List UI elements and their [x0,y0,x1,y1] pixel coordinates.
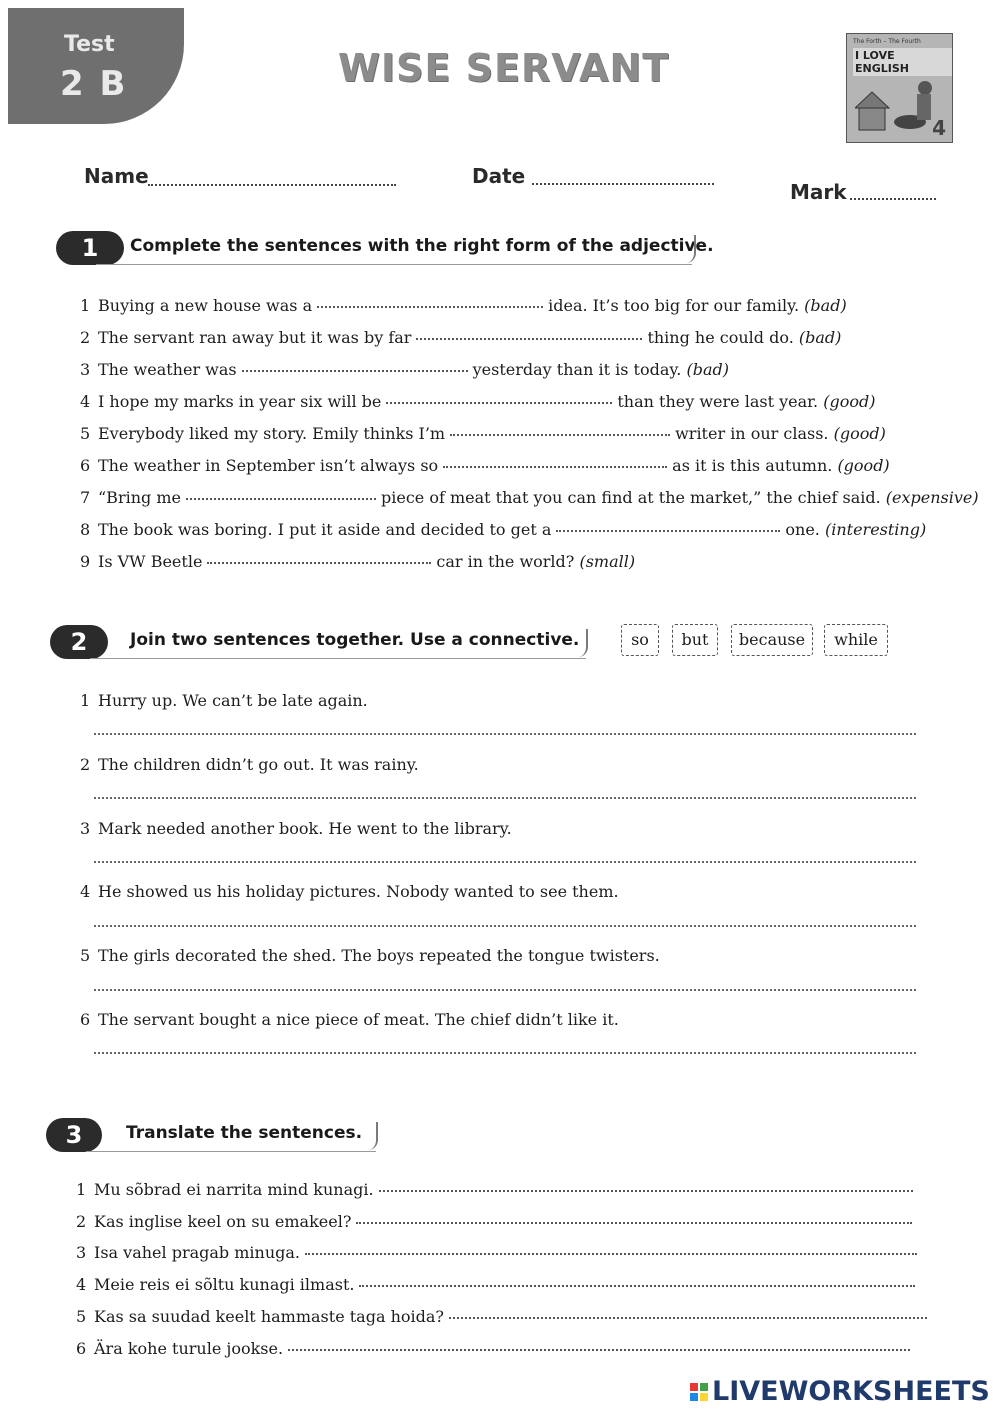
item-text-before: The servant ran away but it was by far [98,328,412,347]
s1-item [80,424,886,443]
item-number: 5 [80,424,91,443]
section-3-curve [368,1122,378,1150]
item-text-before: The weather in September isn’t always so [98,456,439,475]
item-number: 2 [76,1212,87,1231]
badge-test-label: Test [64,32,115,57]
s1-item [80,488,979,507]
answer-line[interactable] [94,989,916,991]
section-3-underline [86,1151,376,1152]
s2-item [80,882,619,901]
s2-item [80,691,368,710]
item-text-after: writer in our class. [675,424,829,443]
name-field[interactable] [148,184,396,186]
item-number: 3 [76,1243,87,1262]
answer-line[interactable] [94,1052,916,1054]
answer-line[interactable] [94,733,916,735]
badge-test-code: 2 B [60,64,128,104]
item-text-after: idea. It’s too big for our family. [548,296,800,315]
s2-item [80,1010,619,1029]
book-cover-image [846,33,953,143]
item-number: 1 [80,296,91,315]
connective-but: but [672,624,718,656]
connective-because: because [731,624,813,656]
section-3-title: Translate the sentences. [126,1123,363,1143]
item-text: Ära kohe turule jookse. [94,1339,284,1358]
item-text: Isa vahel pragab minuga. [94,1243,301,1262]
item-number: 6 [80,456,91,475]
s1-item [80,328,841,347]
translation-blank[interactable] [379,1190,913,1192]
item-number: 5 [76,1307,87,1326]
item-text-before: “Bring me [98,488,181,507]
item-text: Mu sõbrad ei narrita mind kunagi. [94,1180,374,1199]
item-text: The children didn’t go out. It was rainy. [98,755,419,774]
s1-item [80,520,926,539]
section-1-number: 1 [56,231,124,265]
logo-square-red [690,1383,698,1391]
s1-item [80,392,875,411]
item-text: The servant bought a nice piece of meat. The chief didn’t like it. [98,1010,619,1029]
logo-square-yellow [700,1393,708,1401]
translation-blank[interactable] [288,1349,910,1351]
s3-item [76,1212,917,1231]
item-number: 4 [76,1275,87,1294]
answer-blank[interactable] [450,434,670,436]
s3-item [76,1275,920,1294]
s2-item [80,819,512,838]
item-number: 6 [80,1010,91,1029]
s2-item [80,946,660,965]
answer-blank[interactable] [207,562,431,564]
answer-blank[interactable] [386,402,612,404]
s1-item [80,552,635,571]
translation-blank[interactable] [356,1222,912,1224]
item-number: 4 [80,882,91,901]
logo-square-blue [690,1393,698,1401]
item-text-after: yesterday than it is today. [472,360,682,379]
s1-item [80,456,890,475]
logo-text: LIVEWORKSHEETS [712,1376,990,1407]
item-text-before: Everybody liked my story. Emily thinks I’m [98,424,446,443]
item-text: He showed us his holiday pictures. Nobody wanted to see them. [98,882,619,901]
item-hint: (interesting) [824,520,927,539]
item-text: Hurry up. We can’t be late again. [98,691,368,710]
book-cover-subtitle: The Forth – The Fourth [853,38,921,45]
item-hint: (bad) [686,360,729,379]
item-number: 2 [80,328,91,347]
section-1-underline [96,264,692,265]
answer-blank[interactable] [416,338,642,340]
connective-while: while [824,624,888,656]
logo-square-green [700,1383,708,1391]
item-number: 1 [76,1180,87,1199]
item-text-after: thing he could do. [647,328,794,347]
date-label: Date [472,164,526,188]
item-text-before: The weather was [98,360,237,379]
item-text: Mark needed another book. He went to the library. [98,819,512,838]
item-number: 5 [80,946,91,965]
connective-so: so [621,624,659,656]
item-text-before: I hope my marks in year six will be [98,392,382,411]
translation-blank[interactable] [305,1253,917,1255]
section-2-number: 2 [50,625,108,659]
item-hint: (expensive) [885,488,979,507]
item-number: 7 [80,488,91,507]
item-hint: (bad) [804,296,847,315]
section-1-header [56,231,714,269]
s2-item [80,755,419,774]
item-text-after: piece of meat that you can find at the market,” the chief said. [380,488,881,507]
s3-item [76,1180,918,1199]
liveworksheets-logo-icon [690,1383,708,1401]
item-text-after: car in the world? [436,552,575,571]
item-number: 3 [80,819,91,838]
item-number: 6 [76,1339,87,1358]
test-badge [8,8,184,124]
item-hint: (good) [833,424,886,443]
s3-item [76,1307,932,1326]
item-number: 2 [80,755,91,774]
item-text-after: than they were last year. [617,392,819,411]
section-3-number: 3 [46,1118,102,1152]
section-1-curve [686,235,696,263]
answer-blank[interactable] [556,530,780,532]
item-number: 9 [80,552,91,571]
mark-field[interactable] [850,198,936,200]
section-1-title: Complete the sentences with the right form of the adjective. [130,236,714,256]
item-number: 8 [80,520,91,539]
mark-label: Mark [790,180,847,204]
item-hint: (small) [579,552,636,571]
book-cover-title: I LOVE ENGLISH [853,48,952,76]
item-text-after: as it is this autumn. [672,456,833,475]
item-number: 4 [80,392,91,411]
book-cover-number: 4 [932,116,946,140]
answer-blank[interactable] [317,306,543,308]
section-2-underline [90,658,586,659]
section-2-header [50,625,590,663]
item-text: Kas sa suudad keelt hammaste taga hoida? [94,1307,444,1326]
page-title: WISE SERVANT [338,46,670,90]
answer-blank[interactable] [186,498,376,500]
item-text: The girls decorated the shed. The boys repeated the tongue twisters. [98,946,660,965]
item-text-before: The book was boring. I put it aside and decided to get a [98,520,552,539]
answer-line[interactable] [94,861,916,863]
answer-blank[interactable] [242,370,468,372]
answer-blank[interactable] [443,466,667,468]
answer-line[interactable] [94,797,916,799]
item-text-before: Is VW Beetle [98,552,203,571]
item-text: Meie reis ei sõltu kunagi ilmast. [94,1275,355,1294]
item-hint: (bad) [798,328,842,347]
s1-item [80,360,729,379]
item-text-after: one. [785,520,820,539]
s3-item [76,1339,915,1358]
section-3-header [46,1118,382,1156]
answer-line[interactable] [94,925,916,927]
item-text-before: Buying a new house was a [98,296,313,315]
section-2-curve [578,629,588,657]
item-hint: (good) [823,392,876,411]
item-text: Kas inglise keel on su emakeel? [94,1212,352,1231]
translation-blank[interactable] [359,1285,915,1287]
liveworksheets-logo[interactable] [690,1376,990,1407]
s3-item [76,1243,922,1262]
name-label: Name [84,164,149,188]
translation-blank[interactable] [449,1317,927,1319]
date-field[interactable] [532,183,714,185]
s1-item [80,296,847,315]
section-2-title: Join two sentences together. Use a connective. [130,630,580,650]
item-hint: (good) [837,456,890,475]
item-number: 3 [80,360,91,379]
item-number: 1 [80,691,91,710]
